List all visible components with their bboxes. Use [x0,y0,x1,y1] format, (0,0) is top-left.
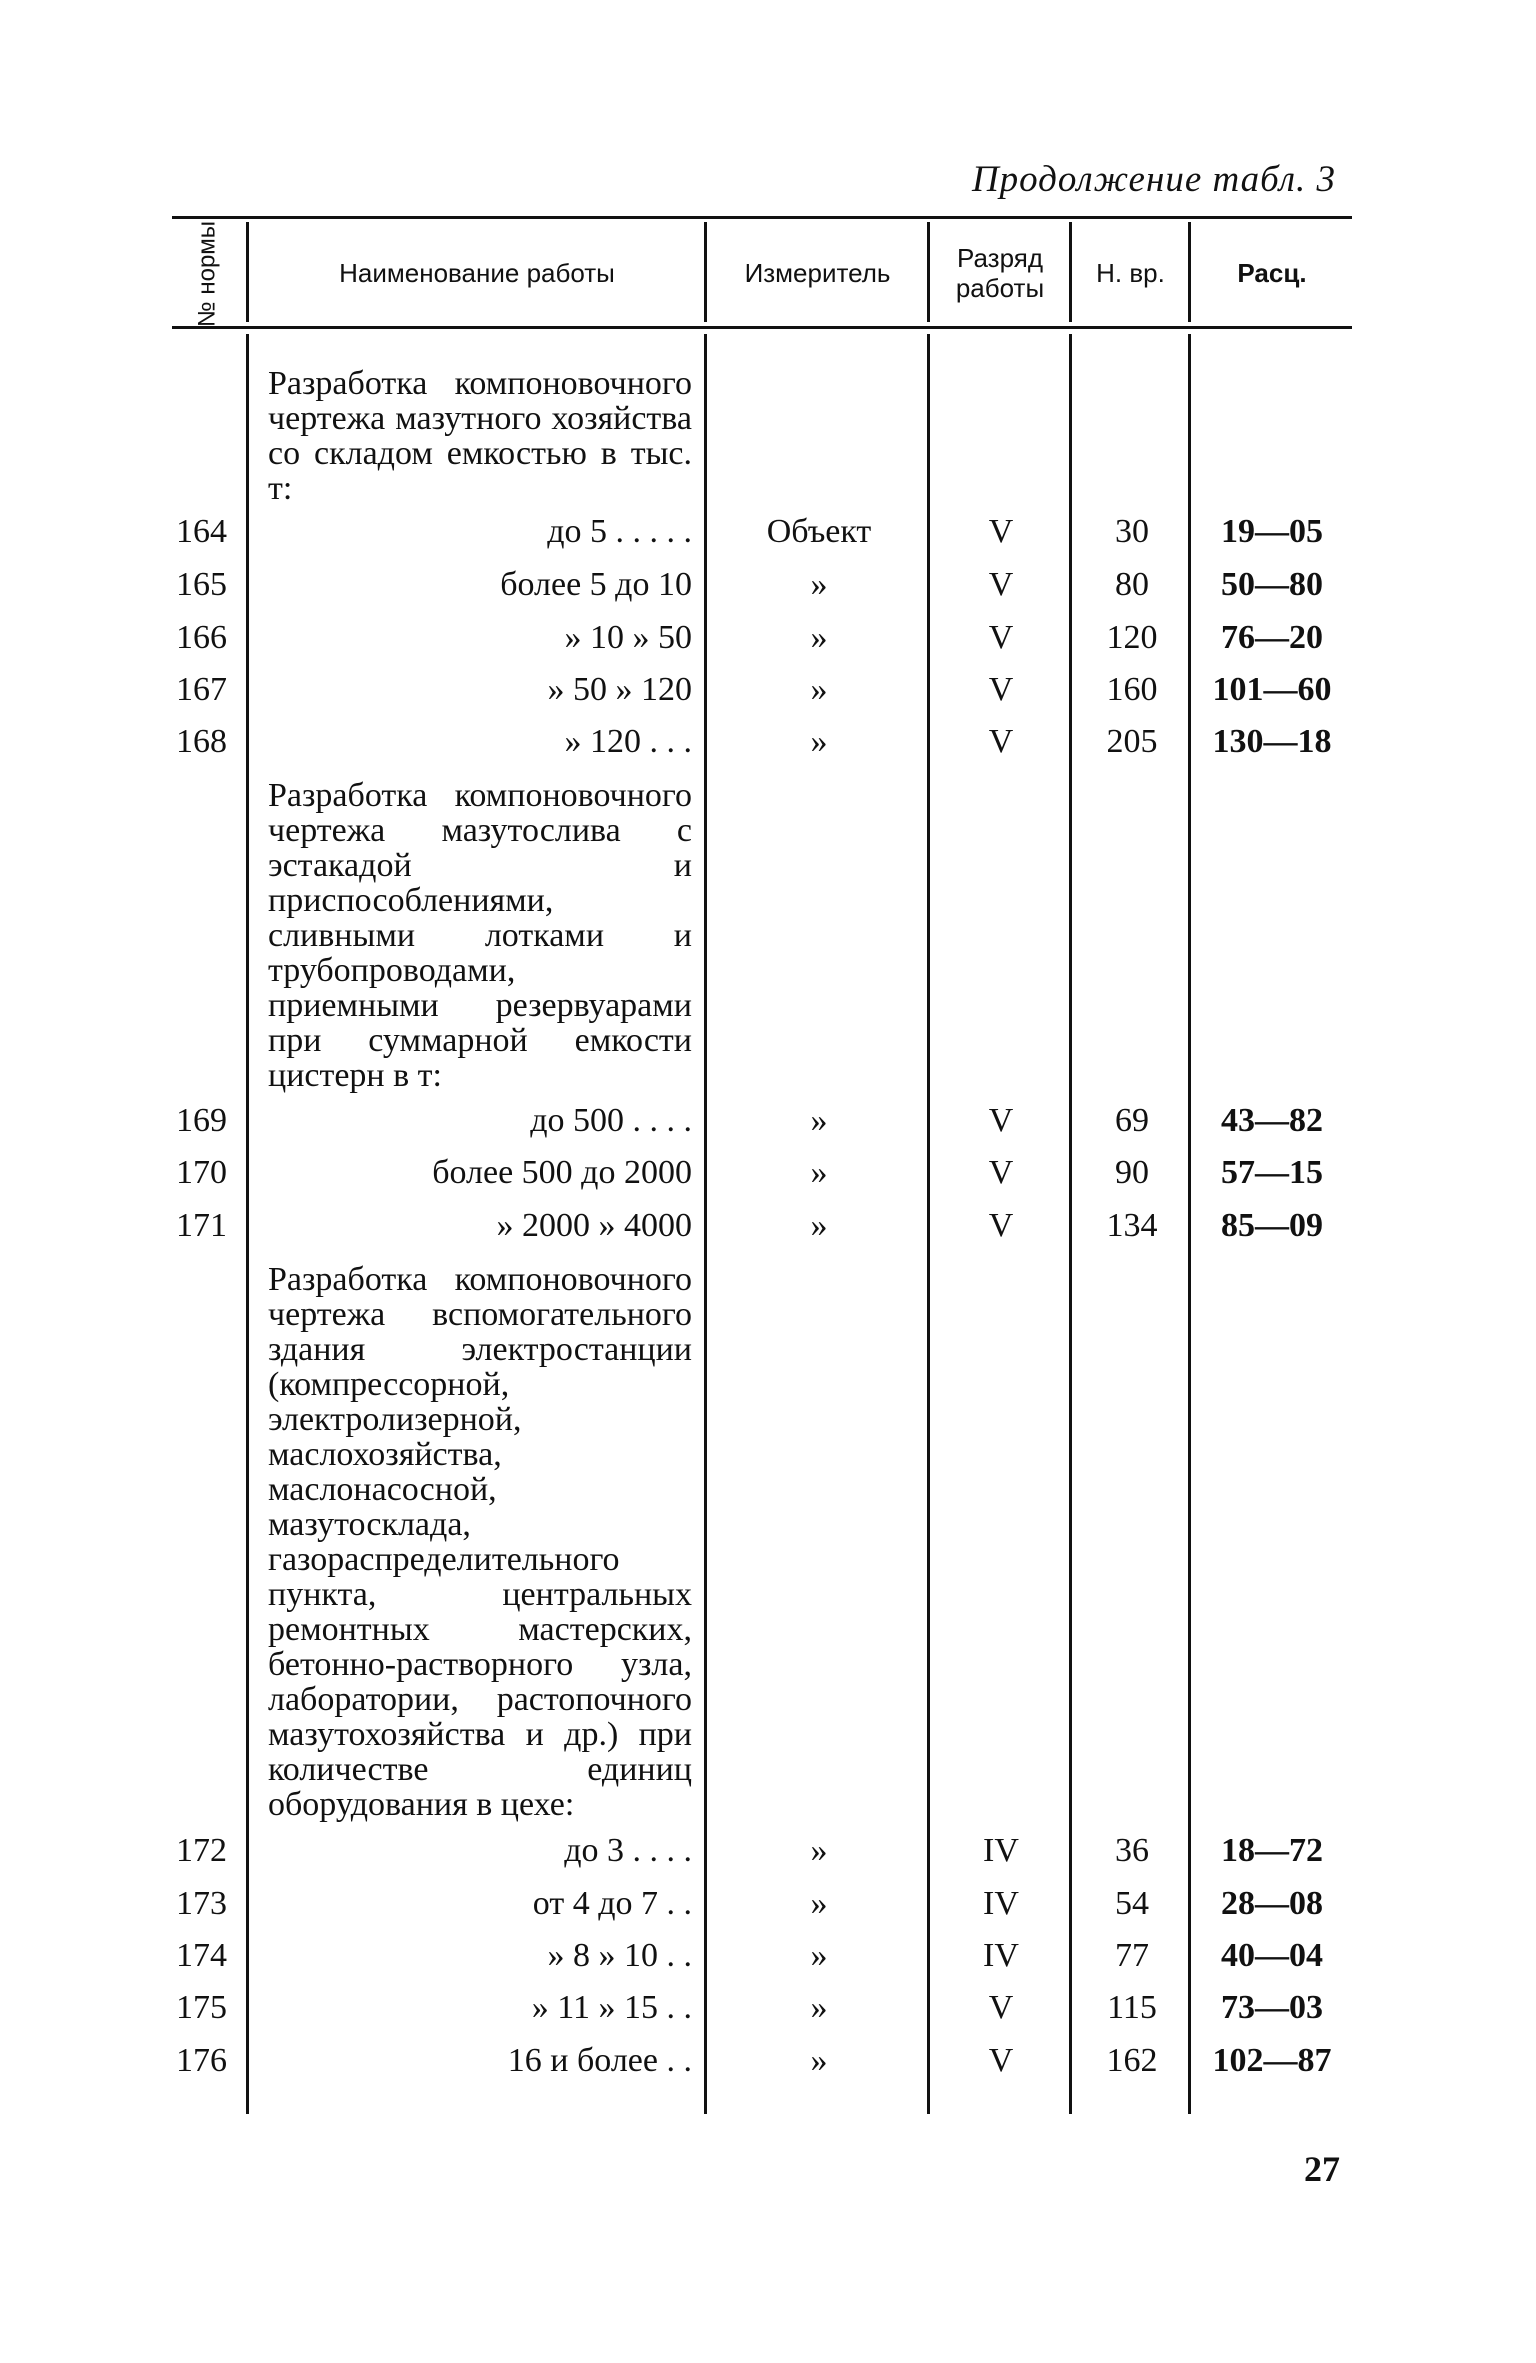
time-norm: 162 [1106,2042,1158,2079]
column-divider [1069,222,1072,322]
work-range: до 3 . . . . [564,1832,692,1869]
column-divider [1188,222,1191,322]
time-norm: 134 [1106,1207,1158,1244]
measure-unit: » [810,1832,828,1869]
work-grade: V [988,1102,1014,1139]
work-range: » 8 » 10 . . [547,1937,692,1974]
column-divider [246,334,249,2114]
column-divider [704,334,707,2114]
measure-unit: » [810,1885,828,1922]
work-grade: V [988,671,1014,708]
work-grade: IV [983,1937,1019,1974]
pay-rate: 76—20 [1221,619,1323,656]
work-grade: IV [983,1885,1019,1922]
norm-number: 172 [176,1832,227,1869]
table-caption: Продолжение табл. 3 [971,159,1336,200]
norm-number: 167 [176,671,227,708]
work-grade: V [988,566,1014,603]
work-range: » 10 » 50 [564,619,692,656]
pay-rate: 85—09 [1221,1207,1323,1244]
pay-rate: 40—04 [1221,1937,1323,1974]
time-norm: 69 [1115,1102,1149,1139]
norm-number: 173 [176,1885,227,1922]
pay-rate: 50—80 [1221,566,1323,603]
work-range: » 50 » 120 [547,671,692,708]
column-divider [246,222,249,322]
work-range: » 11 » 15 . . [531,1989,692,2026]
work-description: Разработка компоновочного чертежа мазутного хозяйства со складом емкостью в тыс. т: [268,365,692,507]
page-number: 27 [1304,2149,1340,2189]
pay-rate: 28—08 [1221,1885,1323,1922]
pay-rate: 43—82 [1221,1102,1323,1139]
time-norm: 160 [1106,671,1158,708]
work-description: Разработка компоновочного чертежа вспомогательного здания электростанции (компрессорной, электролизерной, маслохозяйства, маслонасосной, мазутосклада, газораспределительного пункта, центральных ремонтных мастерских, бетонно-растворного узла, лаборатории, растопочного мазутохозяйства и др.) при количестве единиц оборудования в цехе: [268,1261,692,1823]
time-norm: 77 [1115,1937,1149,1974]
header-measure: Измеритель [744,258,891,289]
measure-unit: Объект [766,513,872,550]
norm-number: 170 [176,1154,227,1191]
header-number: № нормы [193,220,221,328]
norm-number: 165 [176,566,227,603]
pay-rate: 19—05 [1221,513,1323,550]
time-norm: 120 [1106,619,1158,656]
work-grade: V [988,2042,1014,2079]
work-grade: V [988,1207,1014,1244]
header-name: Наименование работы [339,258,615,289]
pay-rate: 102—87 [1212,2042,1332,2079]
work-description: Разработка компоновочного чертежа мазутослива с эстакадой и приспособлениями, сливными лотками и трубопроводами, приемными резервуарами при суммарной емкости цистерн в т: [268,777,692,1094]
work-grade: V [988,513,1014,550]
measure-unit: » [810,1207,828,1244]
norm-number: 169 [176,1102,227,1139]
work-range: » 120 . . . [564,723,692,760]
time-norm: 205 [1106,723,1158,760]
norm-number: 175 [176,1989,227,2026]
norm-number: 164 [176,513,227,550]
work-range: 16 и более . . [507,2042,692,2079]
norm-number: 171 [176,1207,227,1244]
work-range: от 4 до 7 . . [532,1885,692,1922]
column-divider [704,222,707,322]
work-range: более 5 до 10 [500,566,692,603]
time-norm: 36 [1115,1832,1149,1869]
time-norm: 80 [1115,566,1149,603]
header-bottom-rule [172,326,1352,329]
work-grade: V [988,1154,1014,1191]
header-pay: Расц. [1237,258,1307,289]
pay-rate: 101—60 [1212,671,1332,708]
pay-rate: 57—15 [1221,1154,1323,1191]
measure-unit: » [810,1937,828,1974]
time-norm: 90 [1115,1154,1149,1191]
norm-number: 166 [176,619,227,656]
header-time: Н. вр. [1096,258,1165,289]
measure-unit: » [810,671,828,708]
measure-unit: » [810,566,828,603]
norm-number: 174 [176,1937,227,1974]
header-grade: Разряд работы [955,243,1045,303]
work-grade: IV [983,1832,1019,1869]
measure-unit: » [810,723,828,760]
time-norm: 115 [1107,1989,1157,2026]
column-divider [927,222,930,322]
norm-number: 176 [176,2042,227,2079]
work-range: до 500 . . . . [530,1102,692,1139]
measure-unit: » [810,1989,828,2026]
measure-unit: » [810,1102,828,1139]
header-top-rule [172,216,1352,219]
work-grade: V [988,723,1014,760]
work-grade: V [988,1989,1014,2026]
norm-number: 168 [176,723,227,760]
pay-rate: 18—72 [1221,1832,1323,1869]
pay-rate: 73—03 [1221,1989,1323,2026]
measure-unit: » [810,1154,828,1191]
work-range: более 500 до 2000 [432,1154,692,1191]
work-range: » 2000 » 4000 [496,1207,692,1244]
work-range: до 5 . . . . . [547,513,692,550]
measure-unit: » [810,2042,828,2079]
time-norm: 54 [1115,1885,1149,1922]
pay-rate: 130—18 [1212,723,1332,760]
time-norm: 30 [1115,513,1149,550]
measure-unit: » [810,619,828,656]
work-grade: V [988,619,1014,656]
